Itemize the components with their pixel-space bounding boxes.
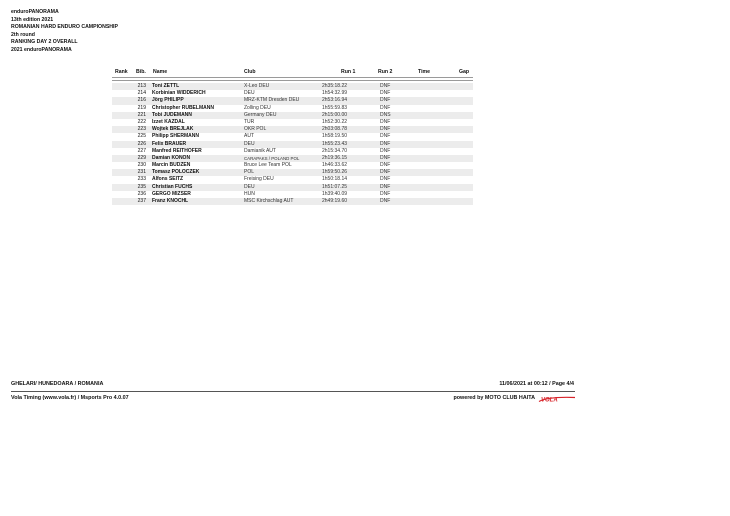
cell-name: Christian FUCHS (152, 183, 193, 190)
cell-club: AUT (244, 133, 254, 140)
cell-bib: 230 (137, 162, 146, 169)
table-row (112, 162, 473, 169)
table-row (112, 148, 473, 155)
col-rank: Rank (115, 69, 128, 75)
cell-bib: 237 (137, 198, 146, 204)
cell-run2: DNF (380, 126, 391, 133)
cell-run2: DNF (380, 104, 391, 111)
header-rule-bottom (112, 80, 473, 81)
cell-name: Christopher RUBELMANN (152, 104, 214, 111)
cell-bib: 235 (137, 183, 146, 190)
cell-name: Franz KNOCHL (152, 198, 189, 204)
cell-run2: DNS (380, 111, 391, 118)
cell-name: Manfred REITHOFER (152, 147, 202, 154)
cell-bib: 225 (137, 133, 146, 140)
cell-run1: 2h53:16.94 (322, 97, 348, 104)
cell-run1: 1h46:33.62 (322, 162, 348, 169)
table-row (112, 141, 473, 148)
col-gap: Gap (459, 69, 470, 75)
cell-name: Izzet KAZDAL (152, 118, 185, 125)
header-line-3: ROMANIAN HARD ENDURO CAMPIONSHIP (11, 24, 118, 31)
table-row (112, 90, 473, 97)
cell-club: Damianik AUT (244, 147, 276, 154)
cell-run1: 2h35:18.22 (322, 83, 348, 89)
table-row (112, 133, 473, 140)
cell-bib: 214 (137, 90, 146, 97)
cell-run1: 2h03:08.78 (322, 126, 348, 133)
cell-run2: DNF (380, 97, 391, 104)
cell-name: Toni ZETTL (152, 83, 180, 89)
cell-bib: 226 (137, 140, 146, 147)
cell-name: Tobi JUDEMANN (152, 111, 192, 118)
cell-bib: 216 (137, 97, 146, 104)
table-row (112, 97, 473, 104)
cell-run2: DNF (380, 190, 391, 197)
cell-run1: 2h49:19.60 (322, 198, 348, 204)
cell-club: X-Leo DEU (244, 83, 270, 89)
cell-bib: 219 (137, 104, 146, 111)
results-table (112, 83, 473, 205)
cell-run1: 1h55:59.83 (322, 104, 348, 111)
cell-bib: 236 (137, 190, 146, 197)
col-time: Time (418, 69, 431, 75)
cell-bib: 231 (137, 169, 146, 176)
table-row (112, 83, 473, 90)
cell-run2: DNF (380, 133, 391, 140)
table-row (112, 184, 473, 191)
cell-name: Tomasz POLOCZEK (152, 169, 200, 176)
cell-run2: DNF (380, 162, 391, 169)
cell-club: TUR (244, 118, 255, 125)
report-header (11, 9, 118, 55)
cell-name: Jörg PHILIPP (152, 97, 184, 104)
cell-club: Bruce Lee Team POL (244, 162, 292, 169)
cell-run2: DNF (380, 90, 391, 97)
cell-run1: 1h50:18.14 (322, 176, 348, 183)
header-line-6: 2021 enduroPANORAMA (11, 46, 72, 53)
cell-name: Korbinian WIDDERICH (152, 90, 206, 97)
cell-run1: 1h55:23.43 (322, 140, 348, 147)
cell-run2: DNF (380, 169, 391, 176)
cell-club: OKR POL (244, 126, 267, 133)
cell-run2: DNF (380, 118, 391, 125)
col-run1: Run 1 (341, 69, 356, 75)
cell-run1: 2h19:36.15 (322, 154, 348, 161)
cell-run2: DNF (380, 198, 391, 204)
cell-club: CARAPAKS / POLAND POL (244, 155, 300, 161)
cell-name: GERGO MIZSER (152, 190, 191, 197)
cell-run2: DNF (380, 154, 391, 161)
col-bib: Bib. (136, 69, 146, 75)
table-row (112, 105, 473, 112)
cell-club: DEU (244, 183, 255, 190)
cell-run1: 1h39:40.09 (322, 190, 348, 197)
cell-run2: DNF (380, 83, 391, 89)
cell-run1: 1h58:19.50 (322, 133, 348, 140)
cell-name: Alfons SEITZ (152, 176, 184, 183)
header-rule-top (112, 77, 473, 78)
cell-name: Marcin BUDZEN (152, 162, 191, 169)
cell-club: HUN (244, 190, 255, 197)
cell-club: Zolling DEU (244, 104, 271, 111)
header-line-2: 13th edition 2021 (11, 16, 54, 23)
cell-name: Damian KONON (152, 154, 191, 161)
cell-run2: DNF (380, 140, 391, 147)
cell-bib: 223 (137, 126, 146, 133)
table-row (112, 155, 473, 162)
footer-rule (11, 391, 575, 392)
cell-run1: 2h15:00.00 (322, 111, 348, 118)
cell-club: DEU (244, 140, 255, 147)
cell-name: Felix BRAUER (152, 140, 187, 147)
cell-name: Philipp SHERMANN (152, 133, 199, 140)
header-line-1: enduroPANORAMA (11, 9, 59, 15)
cell-bib: 213 (137, 83, 146, 89)
footer-datetime-page: 11/06/2021 at 00:12 / Page 4/4 (499, 381, 574, 387)
cell-run1: 1h52:30.22 (322, 118, 348, 125)
cell-club: MSC Kirchschlag AUT (244, 198, 294, 204)
col-name: Name (153, 69, 168, 75)
cell-bib: 229 (137, 154, 146, 161)
cell-run1: 1h59:50.26 (322, 169, 348, 176)
cell-bib: 233 (137, 176, 146, 183)
cell-club: POL (244, 169, 255, 176)
footer-powered: powered by MOTO CLUB HAITA (453, 395, 535, 401)
cell-run2: DNF (380, 147, 391, 154)
footer-timing: Vola Timing (www.vola.fr) / Msports Pro 4.0.07 (11, 395, 129, 401)
vola-logo-text: VOLA (541, 397, 558, 403)
cell-run2: DNF (380, 183, 391, 190)
cell-bib: 221 (137, 111, 146, 118)
cell-run1: 1h51:07.25 (322, 183, 348, 190)
table-row (112, 169, 473, 176)
cell-club: DEU (244, 90, 255, 97)
table-row (112, 191, 473, 198)
table-row (112, 112, 473, 119)
cell-run2: DNF (380, 176, 391, 183)
table-row (112, 176, 473, 183)
cell-run1: 2h15:34.70 (322, 147, 348, 154)
table-row (112, 119, 473, 126)
table-row (112, 198, 473, 205)
vola-logo (538, 395, 576, 403)
cell-club: Freising DEU (244, 176, 274, 183)
col-club: Club (244, 69, 256, 75)
cell-run1: 1h54:32.99 (322, 90, 348, 97)
cell-club: MRZ-KTM Dresden DEU (244, 97, 300, 104)
table-row (112, 126, 473, 133)
cell-name: Wojtek BREJLAK (152, 126, 194, 133)
col-run2: Run 2 (378, 69, 393, 75)
footer-location: GHELARI/ HUNEDOARA / ROMANIA (11, 381, 104, 387)
cell-bib: 222 (137, 118, 146, 125)
header-line-5: RANKING DAY 2 OVERALL (11, 39, 78, 46)
cell-club: Germany DEU (244, 111, 277, 118)
cell-bib: 227 (137, 147, 146, 154)
header-line-4: 2th round (11, 31, 35, 38)
